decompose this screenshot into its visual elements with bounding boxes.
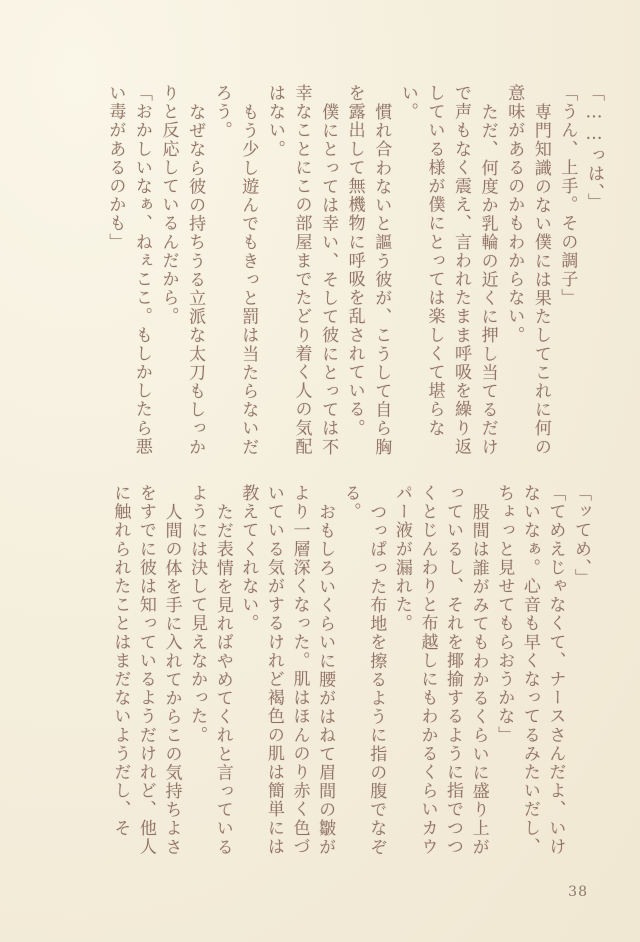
text-block-top <box>67 84 607 457</box>
page-number: 38 <box>568 884 588 900</box>
paragraph: 人間の体を手に入れてからこの気持ちよさをすでに彼は知っているようだけれど、他人に触れられたことはまだないようだし、そ <box>110 484 182 856</box>
paragraph: もう少し遊んでもきっと罰は当たらないだろう。 <box>211 84 259 456</box>
text-block-bottom <box>83 484 593 857</box>
paragraph: 慣れ合わないと謳う彼が、こうして自ら胸を露出して無機物に呼吸を乱されている。 <box>344 84 392 456</box>
paragraph: 「おかしいなぁ、ねぇここ。もしかしたら悪い毒があるのかも」 <box>105 84 152 456</box>
paragraph: 「うん、上手。その調子」 <box>557 84 578 308</box>
paragraph: 「ッてめ、」 <box>571 484 591 588</box>
paragraph: ただ表情を見ればやめてくれと言っているようには決して見えなかった。 <box>187 484 233 856</box>
paragraph: ただ、何度か乳輪の近くに押し当てるだけで声もなく震え、言われたまま呼吸を繰り返している様が僕にとっては楽しくて堪らない。 <box>397 84 498 456</box>
paragraph: 「……っは、」 <box>584 84 604 212</box>
paragraph: なぜなら彼の持ちうる立派な太刀もしっかりと反応しているんだから。 <box>158 84 206 456</box>
paragraph: 専門知識のない僕には果たしてこれに何の意味があるのかもわからない。 <box>504 84 551 456</box>
paragraph: つっぱった布地を擦るように指の腹でなぞる。 <box>340 484 387 856</box>
paragraph: 僕にとっては幸い、そして彼にとっては不幸なことにこの部屋までたどり着く人の気配はない。 <box>264 84 339 456</box>
paragraph: 股間は誰がみてもわかるくらいに盛り上がっているし、それを揶揄するように指でつつくとじんわりと布越しにもわかるくらいカウパー液が漏れた。 <box>391 484 489 856</box>
paragraph: 「てめえじゃなくて、ナースさんだよ、いけないなぁ。心音も早くなってるみたいだし、ちょっと見せてもらおうかな」 <box>494 484 566 856</box>
paragraph: おもしろいくらいに腰がはねて眉間の皺がより一層深くなった。肌はほんのり赤く色づいている気がするけれど褐色の肌は簡単には教えてくれない。 <box>238 484 336 856</box>
